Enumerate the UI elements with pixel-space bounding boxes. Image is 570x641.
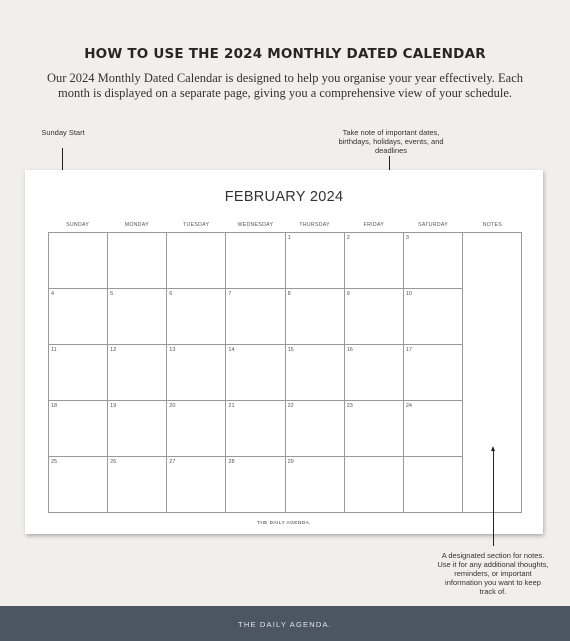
date-number: 21	[228, 403, 235, 409]
weekday-header	[48, 222, 522, 228]
calendar-cell	[49, 345, 108, 401]
calendar-cell	[345, 401, 404, 457]
date-number: 24	[405, 403, 412, 409]
date-number: 27	[169, 459, 176, 465]
calendar-cell	[345, 457, 404, 513]
date-number: 16	[346, 347, 353, 353]
date-number: 17	[405, 347, 412, 353]
calendar-cell	[167, 457, 226, 513]
date-number: 18	[51, 403, 58, 409]
date-number: 1	[287, 235, 291, 241]
notes-label: NOTES	[482, 222, 503, 228]
date-number: 8	[287, 291, 291, 297]
date-number: 3	[405, 235, 409, 241]
date-number: 7	[228, 291, 232, 297]
annotation-important-dates: Take note of important dates, birthdays, holidays, events, and deadlines	[338, 128, 444, 155]
calendar-cell	[404, 289, 463, 345]
annotation-sunday-start: Sunday Start	[41, 128, 85, 137]
calendar-cell	[404, 233, 463, 289]
calendar-cell	[226, 401, 285, 457]
calendar-cell	[286, 289, 345, 345]
calendar-cell	[108, 457, 167, 513]
calendar-cell	[345, 233, 404, 289]
footer-brand: THE DAILY AGENDA.	[238, 620, 332, 629]
date-number: 12	[110, 347, 117, 353]
date-number: 15	[287, 347, 294, 353]
weekday-label: TUESDAY	[183, 222, 210, 228]
calendar-cell	[167, 233, 226, 289]
weekday-label: SUNDAY	[66, 222, 90, 228]
date-number: 13	[169, 347, 176, 353]
calendar-cell	[226, 345, 285, 401]
date-number: 25	[51, 459, 58, 465]
annotation-notes-section: A designated section for notes. Use it for any additional thoughts, reminders, or important information you want to keep track of.	[437, 551, 549, 596]
calendar-cell	[108, 345, 167, 401]
date-number: 10	[405, 291, 412, 297]
date-number: 2	[346, 235, 350, 241]
date-number: 20	[169, 403, 176, 409]
page-heading: HOW TO USE THE 2024 MONTHLY DATED CALENDAR	[84, 46, 486, 62]
calendar-cell	[167, 345, 226, 401]
calendar-cell	[226, 289, 285, 345]
weekday-label: FRIDAY	[363, 222, 385, 228]
calendar-cell	[286, 233, 345, 289]
sheet-footer-brand: THE DAILY AGENDA.	[257, 521, 311, 526]
calendar-cell	[404, 345, 463, 401]
date-number: 26	[110, 459, 117, 465]
calendar-cell	[286, 345, 345, 401]
calendar-cell	[108, 289, 167, 345]
date-number: 14	[228, 347, 235, 353]
calendar-cell	[167, 401, 226, 457]
calendar-cell	[108, 233, 167, 289]
weekday-label: SATURDAY	[418, 222, 449, 228]
date-number: 6	[169, 291, 173, 297]
calendar-cell	[286, 401, 345, 457]
calendar-cell	[404, 401, 463, 457]
calendar-cell	[167, 289, 226, 345]
date-number: 19	[110, 403, 117, 409]
weekday-label: MONDAY	[124, 222, 149, 228]
calendar-cell	[345, 345, 404, 401]
calendar-grid	[48, 232, 463, 513]
footer-bar	[0, 606, 570, 641]
calendar-cell	[345, 289, 404, 345]
calendar-cell	[49, 233, 108, 289]
month-title: FEBRUARY 2024	[224, 189, 344, 205]
date-number: 28	[228, 459, 235, 465]
calendar-cell	[226, 233, 285, 289]
date-number: 9	[346, 291, 350, 297]
calendar-cell	[286, 457, 345, 513]
calendar-cell	[49, 401, 108, 457]
date-number: 4	[51, 291, 55, 297]
weekday-label: THURSDAY	[299, 222, 330, 228]
calendar-cell	[49, 457, 108, 513]
calendar-cell	[49, 289, 108, 345]
calendar-cell	[108, 401, 167, 457]
notes-arrow-line	[493, 450, 494, 546]
calendar-sheet	[25, 170, 543, 534]
date-number: 11	[51, 347, 57, 353]
weekday-label: WEDNESDAY	[237, 222, 274, 228]
calendar-cell	[226, 457, 285, 513]
intro-paragraph: Our 2024 Monthly Dated Calendar is designed to help you organise your year effectively. Each month is displayed on a separate page, giving you a comprehensive view of your schedule.	[46, 71, 524, 100]
date-number: 22	[287, 403, 294, 409]
date-number: 29	[287, 459, 294, 465]
calendar-cell	[404, 457, 463, 513]
date-number: 5	[110, 291, 114, 297]
date-number: 23	[346, 403, 353, 409]
